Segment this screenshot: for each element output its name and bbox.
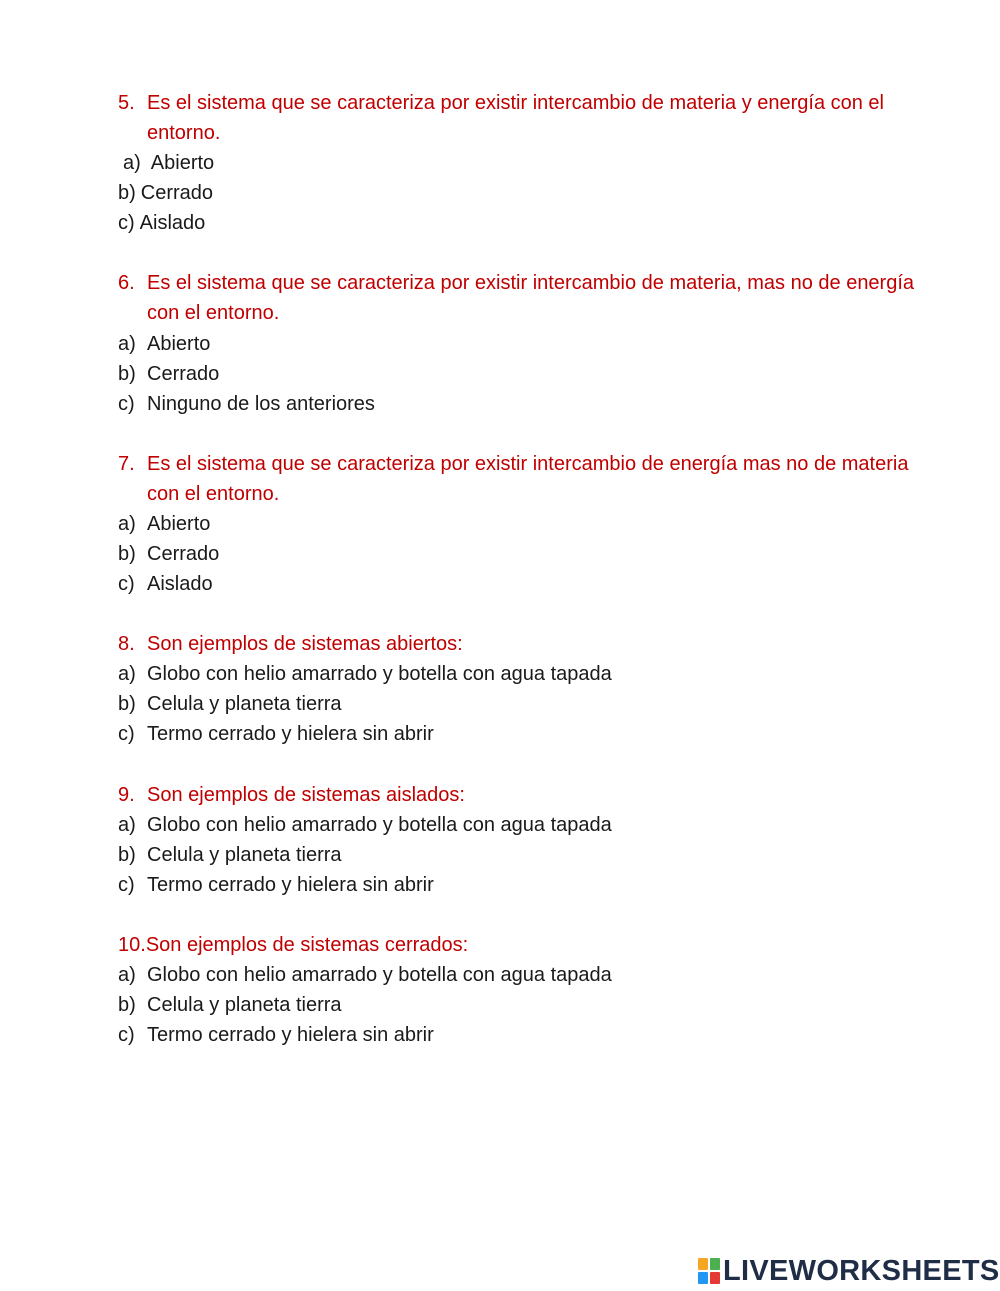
- question-text: Es el sistema que se caracteriza por existir intercambio de materia, mas no de energía con el entorno.: [147, 272, 915, 324]
- option-text: Celula y planeta tierra: [147, 693, 342, 715]
- option-text: Globo con helio amarrado y botella con agua tapada: [147, 814, 612, 836]
- option-6a[interactable]: [118, 329, 938, 359]
- option-letter: c): [118, 1024, 135, 1046]
- option-text: Globo con helio amarrado y botella con agua tapada: [147, 964, 612, 986]
- option-letter: c): [118, 573, 135, 595]
- option-letter: b): [118, 543, 136, 565]
- option-7a[interactable]: [118, 509, 938, 539]
- option-6c[interactable]: [118, 389, 938, 419]
- liveworksheets-brand: [698, 1253, 1000, 1289]
- option-6b[interactable]: [118, 359, 938, 389]
- question-9: [118, 780, 938, 810]
- logo-square: [710, 1272, 720, 1284]
- option-text: Cerrado: [140, 182, 214, 204]
- option-9b[interactable]: [118, 840, 938, 870]
- option-letter: a): [118, 333, 136, 355]
- option-10a[interactable]: [118, 960, 938, 990]
- logo-square: [698, 1272, 708, 1284]
- option-8b[interactable]: [118, 689, 938, 719]
- option-text: Abierto: [147, 513, 211, 535]
- option-8a[interactable]: [118, 659, 938, 689]
- option-text: Aislado: [139, 212, 206, 234]
- option-text: Abierto: [150, 152, 215, 174]
- option-7b[interactable]: [118, 539, 938, 569]
- question-6: [118, 268, 938, 328]
- option-letter: a): [123, 152, 141, 174]
- brand-name: LIVEWORKSHEETS: [723, 1254, 1000, 1287]
- question-number: 5.: [118, 92, 135, 114]
- option-text: Cerrado: [147, 363, 220, 385]
- question-7: [118, 449, 938, 509]
- question-8: [118, 629, 938, 659]
- option-letter: b): [118, 994, 136, 1016]
- option-9c[interactable]: [118, 870, 938, 900]
- option-letter: a): [118, 513, 136, 535]
- logo-square: [698, 1258, 708, 1270]
- question-5: [118, 88, 938, 148]
- option-letter: a): [118, 814, 136, 836]
- question-number: 7.: [118, 453, 135, 475]
- question-text: Son ejemplos de sistemas abiertos:: [147, 633, 463, 655]
- option-9a[interactable]: [118, 810, 938, 840]
- question-10: [118, 930, 938, 960]
- option-letter: c): [118, 393, 135, 415]
- option-text: Termo cerrado y hielera sin abrir: [147, 723, 434, 745]
- option-text: Celula y planeta tierra: [147, 994, 342, 1016]
- question-number: 6.: [118, 272, 135, 294]
- option-7c[interactable]: [118, 569, 938, 599]
- question-text: Son ejemplos de sistemas cerrados:: [145, 934, 469, 956]
- option-10c[interactable]: [118, 1020, 938, 1050]
- option-text: Aislado: [147, 573, 213, 595]
- option-8c[interactable]: [118, 719, 938, 749]
- question-text: Es el sistema que se caracteriza por existir intercambio de materia y energía con el entorno.: [147, 92, 885, 144]
- option-text: Termo cerrado y hielera sin abrir: [147, 874, 434, 896]
- option-letter: a): [118, 663, 136, 685]
- liveworksheets-logo-icon: [698, 1258, 720, 1284]
- option-letter: a): [118, 964, 136, 986]
- option-text: Celula y planeta tierra: [147, 844, 342, 866]
- option-text: Abierto: [147, 333, 211, 355]
- question-text: Son ejemplos de sistemas aislados:: [147, 784, 465, 806]
- question-number: 10.: [118, 934, 146, 956]
- option-letter: c): [118, 212, 135, 234]
- option-letter: c): [118, 874, 135, 896]
- question-number: 9.: [118, 784, 135, 806]
- option-5b[interactable]: [118, 178, 938, 208]
- option-text: Ninguno de los anteriores: [147, 393, 375, 415]
- option-letter: b): [118, 693, 136, 715]
- logo-square: [710, 1258, 720, 1270]
- option-10b[interactable]: [118, 990, 938, 1020]
- option-text: Termo cerrado y hielera sin abrir: [147, 1024, 434, 1046]
- option-letter: b): [118, 182, 136, 204]
- option-text: Cerrado: [147, 543, 220, 565]
- option-letter: c): [118, 723, 135, 745]
- question-text: Es el sistema que se caracteriza por existir intercambio de energía mas no de materia con el entorno.: [147, 453, 909, 505]
- option-text: Globo con helio amarrado y botella con agua tapada: [147, 663, 612, 685]
- option-letter: b): [118, 363, 136, 385]
- option-5a[interactable]: [118, 148, 938, 178]
- option-letter: b): [118, 844, 136, 866]
- question-number: 8.: [118, 633, 135, 655]
- option-5c[interactable]: [118, 208, 938, 238]
